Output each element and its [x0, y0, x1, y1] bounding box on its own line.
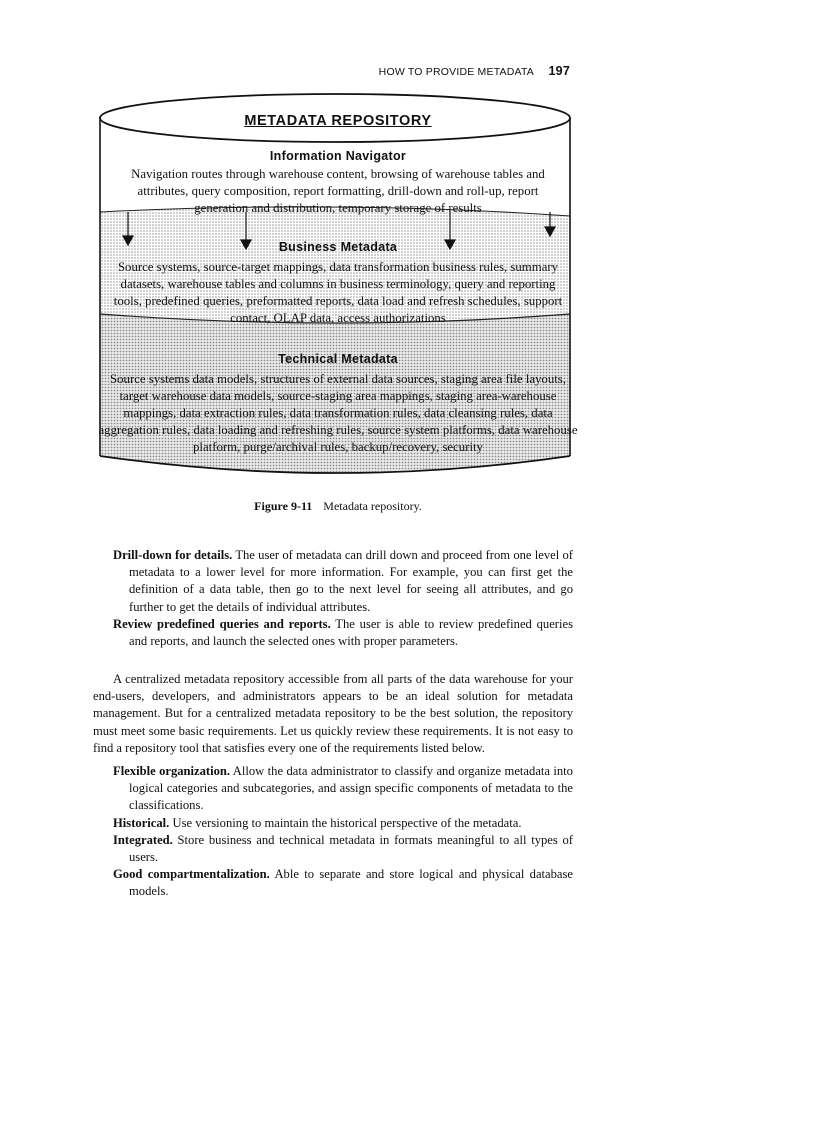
caption-label: Figure 9-11: [254, 499, 313, 513]
list-term: Flexible organization.: [113, 764, 231, 778]
feature-list-1: [113, 547, 573, 650]
list-term: Integrated.: [113, 832, 173, 847]
list-term: Drill-down for details.: [113, 548, 233, 562]
list-item: [113, 832, 573, 866]
list-text: Use versioning to maintain the historical perspective of the metadata.: [172, 815, 522, 830]
list-item: [113, 547, 573, 616]
business-metadata-title: Business Metadata: [278, 240, 398, 254]
list-text: Able to separate and store logical and physical database models.: [129, 867, 574, 899]
figure-caption: [0, 499, 676, 514]
feature-list-2: [113, 763, 573, 901]
metadata-repository-figure: [92, 92, 584, 492]
list-item: [113, 815, 573, 832]
list-text: The user of metadata can drill down and proceed from one level of metadata to a lower level for more information. For example, you can first get the definition of a data table, then go to the next level for seeing all attributes, and go further to get the details of individual attributes.: [129, 548, 573, 614]
technical-metadata-body: Source systems data models, structures of external data sources, staging area file layouts, target warehouse data models, source-staging area mappings, staging area-warehouse mappings, data extraction rules, data transformation rules, data cleansing rules, data aggregation rules, data loading and refreshing rules, source system platforms, data warehouse platform, purge/archival rules, backup/recovery, security: [98, 372, 578, 454]
running-title: HOW TO PROVIDE METADATA: [378, 66, 534, 78]
list-term: Good compartmentalization.: [113, 867, 270, 882]
info-navigator-body: Navigation routes through warehouse content, browsing of warehouse tables and attributes, query composition, report formatting, drill-down and roll-up, report generation and distribution, temporary storage of results: [131, 167, 545, 215]
caption-text: Metadata repository.: [323, 499, 422, 513]
list-text: Store business and technical metadata in formats meaningful to all types of users.: [129, 832, 573, 865]
list-term: Review predefined queries and reports.: [113, 616, 331, 631]
technical-metadata-title: Technical Metadata: [278, 352, 398, 366]
business-metadata-body: Source systems, source-target mappings, data transformation business rules, summary datasets, warehouse tables and columns in business terminology, query and reporting tools, predefined queries, preformatted reports, data load and refresh schedules, support contact, OLAP data, access authorizations: [113, 260, 563, 325]
page-number: 197: [548, 64, 570, 78]
list-text: The user is able to review predefined queries and reports, and launch the selected ones with proper parameters.: [129, 616, 573, 649]
list-item: [113, 866, 573, 900]
list-item: [113, 763, 573, 815]
list-text: Allow the data administrator to classify and organize metadata into logical categories and subcategories, and assign specific components of metadata to the classifications.: [129, 764, 573, 813]
list-term: Historical.: [113, 815, 170, 830]
info-navigator-title: Information Navigator: [269, 149, 407, 163]
running-head: [0, 64, 570, 78]
list-item: [113, 616, 573, 650]
body-paragraph: A centralized metadata repository accessible from all parts of the data warehouse for your end-users, developers, and administrators appears to be an ideal solution for metadata management. But for a centralized metadata repository to be the best solution, the repository must meet some basic requirements. Let us quickly review these requirements. It is not easy to find a repository tool that satisfies every one of the requirements listed below.: [93, 672, 573, 755]
figure-title: METADATA REPOSITORY: [244, 113, 432, 129]
